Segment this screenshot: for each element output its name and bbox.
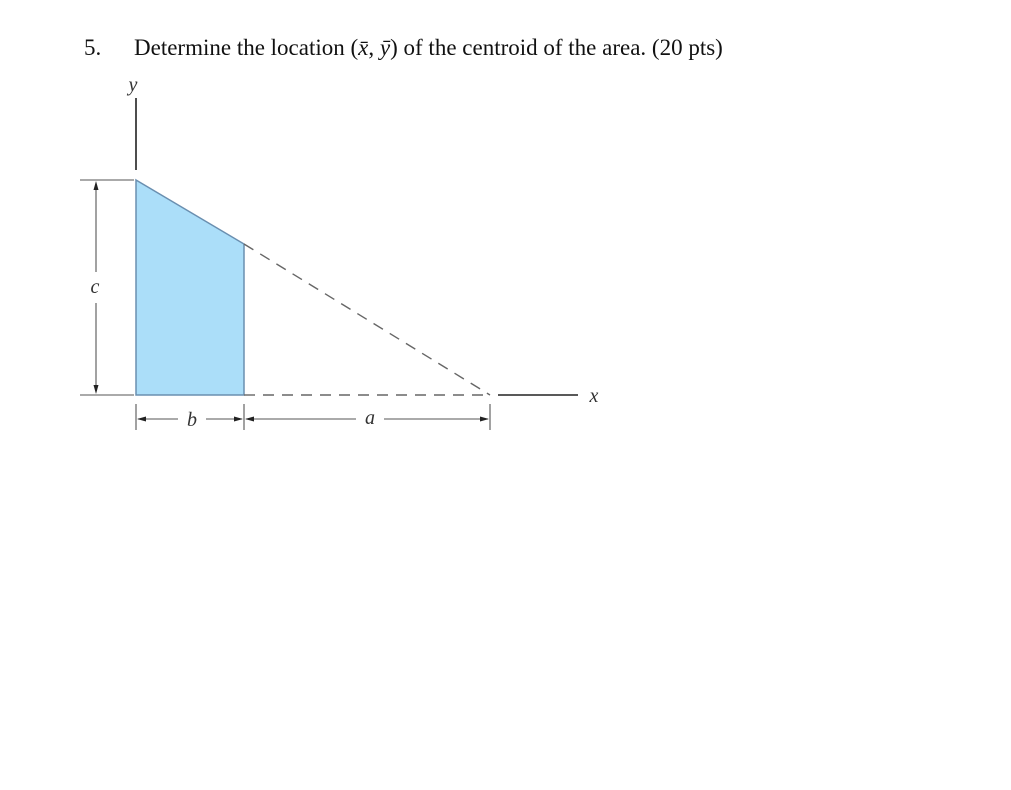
a-arrow-left (245, 417, 254, 422)
dimension-c-label: c (90, 276, 100, 298)
question-text-end: ) of the centroid of the area. (20 pts) (390, 35, 723, 60)
x-axis-label: x (589, 385, 599, 407)
c-arrow-top (94, 181, 99, 190)
b-arrow-left (137, 417, 146, 422)
dimension-a-label: a (365, 407, 375, 429)
a-arrow-right (480, 417, 489, 422)
coordinate-separator: , (368, 35, 380, 60)
dashed-hypotenuse (244, 244, 490, 395)
c-arrow-bottom (94, 385, 99, 394)
b-arrow-right (234, 417, 243, 422)
shaded-area (136, 180, 244, 395)
question-number: 5. (84, 35, 102, 60)
dimension-b-label: b (187, 409, 197, 431)
xbar-symbol: x̄ (358, 35, 369, 60)
y-axis-label: y (128, 74, 138, 96)
question-text-start: Determine the location ( (134, 35, 359, 60)
ybar-symbol: ȳ (379, 35, 391, 60)
